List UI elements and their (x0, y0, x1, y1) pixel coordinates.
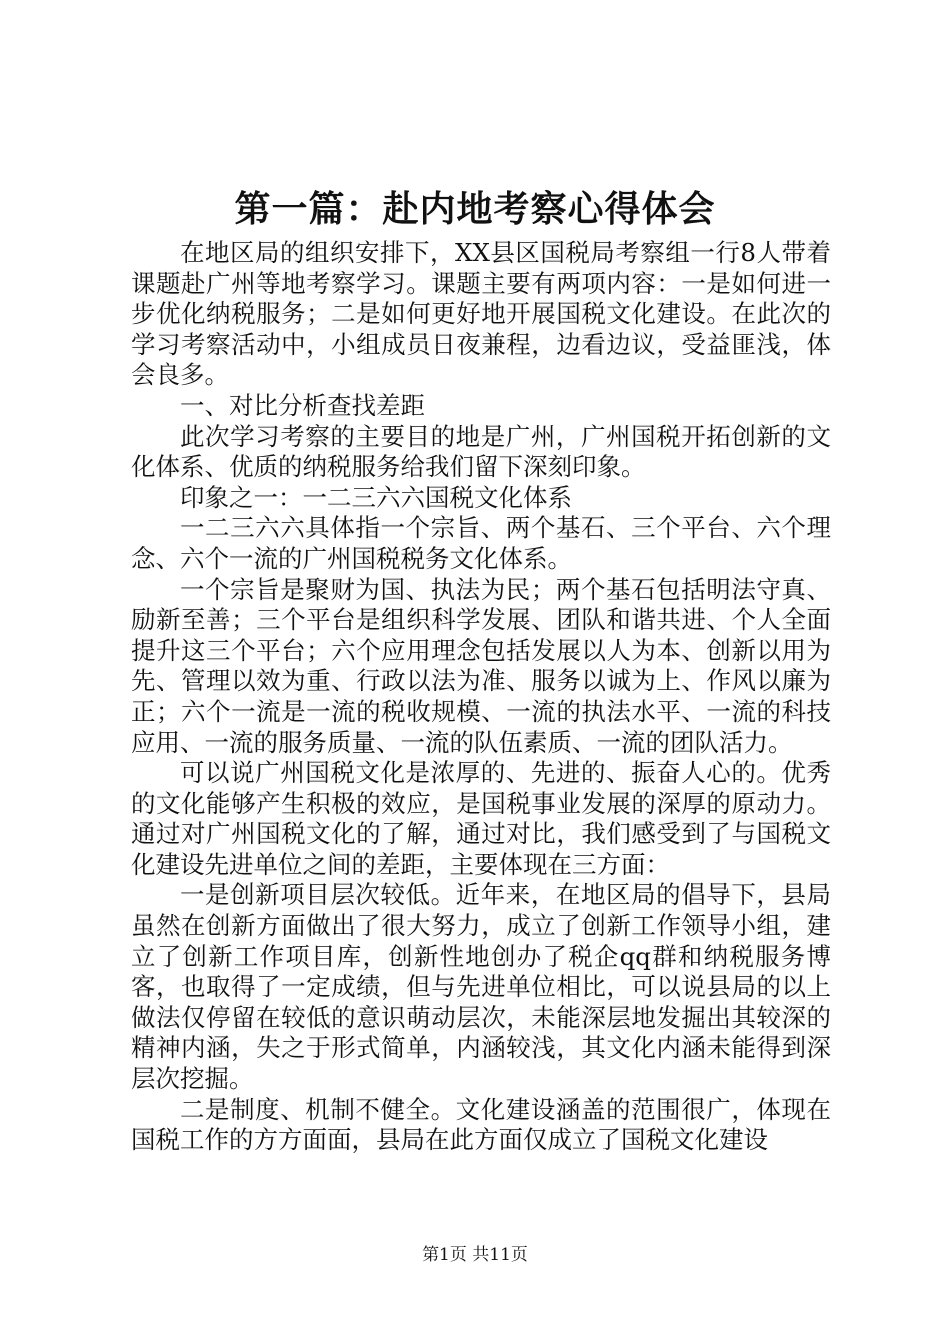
paragraph: 一个宗旨是聚财为国、执法为民；两个基石包括明法守真、励新至善；三个平台是组织科学发展、团队和谐共进、个人全面提升这三个平台；六个应用理念包括发展以人为本、创新以用为先、管理以效为重、行政以法为准、服务以诚为上、作风以廉为正；六个一流是一流的税收规模、一流的执法水平、一流的科技应用、一流的服务质量、一流的队伍素质、一流的团队活力。 (131, 574, 831, 757)
section-heading-1: 一、对比分析查找差距 (180, 390, 425, 420)
document-title: 第一篇：赴内地考察心得体会 (234, 188, 716, 230)
paragraph: 二是制度、机制不健全。文化建设涵盖的范围很广，体现在国税工作的方方面面，县局在此方面仅成立了国税文化建设 (131, 1094, 831, 1155)
paragraph-intro: 在地区局的组织安排下，XX县区国税局考察组一行8人带着课题赴广州等地考察学习。课题主要有两项内容：一是如何进一步优化纳税服务；二是如何更好地开展国税文化建设。在此次的学习考察活动中，小组成员日夜兼程，边看边议，受益匪浅，体会良多。 (131, 238, 831, 390)
paragraph: 此次学习考察的主要目的地是广州，广州国税开拓创新的文化体系、优质的纳税服务给我们留下深刻印象。 (131, 421, 831, 482)
paragraph: 一是创新项目层次较低。近年来，在地区局的倡导下，县局虽然在创新方面做出了很大努力，成立了创新工作领导小组，建立了创新工作项目库，创新性地创办了税企qq群和纳税服务博客，也取得了一定成绩，但与先进单位相比，可以说县局的以上做法仅停留在较低的意识萌动层次，未能深层地发掘出其较深的精神内涵，失之于形式简单，内涵较浅，其文化内涵未能得到深层次挖掘。 (131, 880, 831, 1094)
page-number-footer: 第1页 共11页 (422, 1245, 528, 1265)
document-body (131, 238, 831, 1156)
paragraph: 一二三六六具体指一个宗旨、两个基石、三个平台、六个理念、六个一流的广州国税税务文化体系。 (131, 513, 831, 573)
subheading-impression-1: 印象之一：一二三六六国税文化体系 (180, 482, 572, 512)
paragraph: 可以说广州国税文化是浓厚的、先进的、振奋人心的。优秀的文化能够产生积极的效应，是国税事业发展的深厚的原动力。通过对广州国税文化的了解，通过对比，我们感受到了与国税文化建设先进单位之间的差距，主要体现在三方面： (131, 758, 831, 879)
